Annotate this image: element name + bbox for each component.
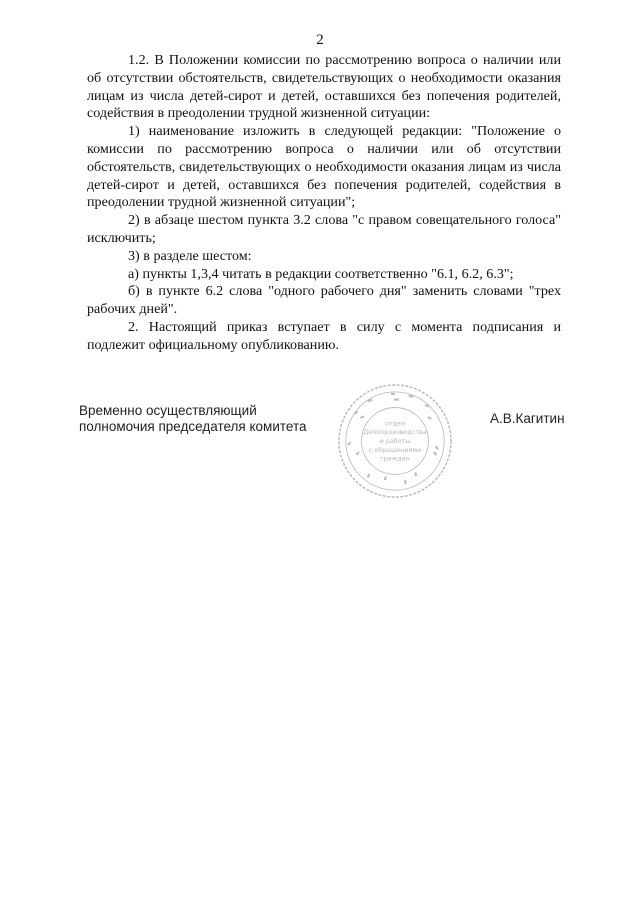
paragraph-1-2: 1.2. В Положении комиссии по рассмотрению вопроса о наличии или об отсутствии обстоятельств, свидетельствующих о необходимости оказания лицам из числа детей-сирот и детей, оставшихся без попечения родителей, содействия в преодолении трудной жизненной ситуации: (87, 52, 561, 122)
paragraph-item-3: 3) в разделе шестом: (128, 247, 252, 264)
page-number: 2 (316, 32, 324, 48)
paragraph-2: 2. Настоящий приказ вступает в силу с момента подписания и подлежит официальному опубликованию. (87, 318, 561, 353)
seal-text-line-4: с обращениями (368, 445, 422, 454)
seal-text-line-3: и работы (379, 436, 411, 445)
paragraph-item-3b: б) в пункте 6.2 слова "одного рабочего дня" заменить словами "трех рабочих дней". (87, 283, 561, 318)
seal-text-line-5: граждан (380, 454, 410, 463)
seal-text-line-1: отдел (384, 419, 406, 428)
signatory-position-line-1: Временно осуществляющий (79, 403, 257, 418)
signature-block (0, 400, 640, 520)
document-body (87, 52, 561, 355)
signatory-position-line-2: полномочия председателя комитета (79, 418, 307, 434)
paragraph-item-3a: а) пункты 1,3,4 читать в редакции соответственно "6.1, 6.2, 6.3"; (128, 265, 514, 282)
seal-text-line-2: Делопроизводства (363, 428, 427, 437)
signatory-position (79, 403, 307, 434)
official-seal-stamp (336, 382, 454, 500)
signatory-name: А.В.Кагитин (490, 411, 565, 426)
paragraph-item-2: 2) в абзаце шестом пункта 3.2 слова "с правом совещательного голоса" исключить; (87, 212, 561, 246)
paragraph-item-1: 1) наименование изложить в следующей редакции: "Положение о комиссии по рассмотрению вопроса о наличии или об отсутствии обстоятельств, свидетельствующих о необходимости оказания лицам из числа детей-сирот и детей, оставшихся без попечения родителей, содействия в преодолении трудной жизненной ситуации"; (87, 123, 561, 211)
